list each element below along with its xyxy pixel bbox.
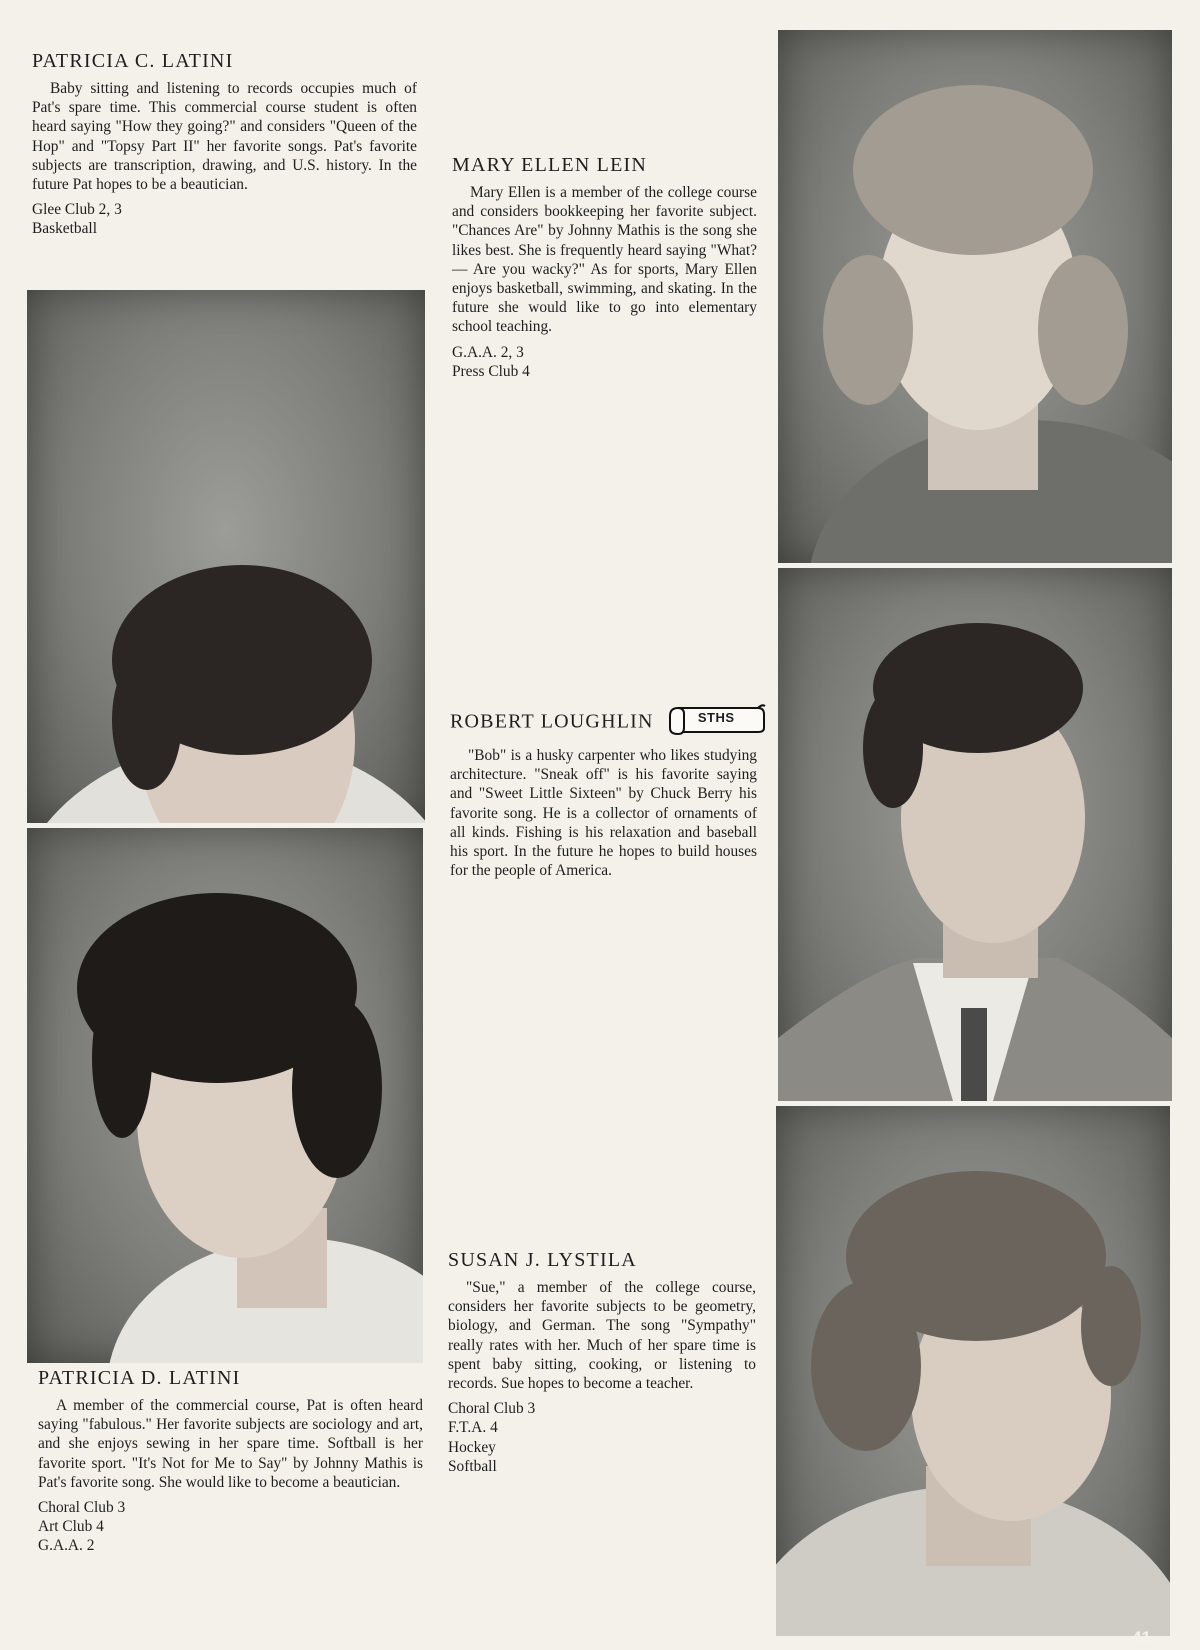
activity-item: Art Club 4 xyxy=(38,1518,104,1536)
activity-item: G.A.A. 2 xyxy=(38,1537,95,1555)
activity-item: F.T.A. 4 xyxy=(448,1419,498,1437)
sths-badge-label: STHS xyxy=(697,710,735,725)
activities-list xyxy=(38,1498,423,1556)
activity-item: Choral Club 3 xyxy=(38,1499,126,1517)
entry-susan-j-lystila xyxy=(448,1249,756,1476)
student-name: MARY ELLEN LEIN xyxy=(452,154,648,176)
portrait-photo-robert-loughlin xyxy=(778,568,1172,1101)
activity-item: Press Club 4 xyxy=(452,362,530,380)
student-bio: Mary Ellen is a member of the college course and considers bookkeeping her favorite subject. "Chances Are" by Johnny Mathis is the song she likes best. She is frequently heard saying "What? — Are you wacky?" As for sports, Mary Ellen enjoys basketball, swimming, and skating. In the future she would like to go into elementary school teaching. xyxy=(452,184,757,336)
student-bio: Baby sitting and listening to records occupies much of Pat's spare time. This commercial course student is often heard saying "How they going?" and considers "Queen of the Hop" and "Topsy Part II" her favorite songs. Pat's favorite subjects are transcription, drawing, and U.S. history. In the future Pat hopes to be a beautician. xyxy=(32,80,417,194)
portrait-photo-susan-j-lystila xyxy=(776,1106,1170,1636)
activities-list xyxy=(32,200,417,238)
entry-patricia-d-latini xyxy=(38,1367,423,1556)
student-name: SUSAN J. LYSTILA xyxy=(448,1249,637,1271)
sths-scroll-badge xyxy=(666,702,766,736)
activity-item: Choral Club 3 xyxy=(448,1400,536,1418)
entry-mary-ellen-lein xyxy=(452,154,757,381)
student-name-text: ROBERT LOUGHLIN xyxy=(450,710,654,733)
student-name xyxy=(450,706,757,740)
activity-item: Softball xyxy=(448,1457,497,1475)
entry-robert-loughlin xyxy=(450,706,757,886)
portrait-photo-mary-ellen-lein xyxy=(778,30,1172,563)
portrait-photo-patricia-d-latini xyxy=(27,828,423,1363)
page-number: 41 xyxy=(1132,1628,1151,1647)
activity-item: Glee Club 2, 3 xyxy=(32,201,122,219)
entry-patricia-c-latini xyxy=(32,50,417,239)
activities-list xyxy=(452,343,757,381)
student-bio: "Bob" is a husky carpenter who likes studying architecture. "Sneak off" is his favorite saying and "Sweet Little Sixteen" by Chuck Berry his favorite song. He is a collector of ornaments of all kinds. Fishing is his relaxation and baseball his sport. In the future he hopes to build houses for the people of America. xyxy=(450,747,757,880)
student-name: PATRICIA C. LATINI xyxy=(32,50,234,72)
portrait-photo-patricia-c-latini xyxy=(27,290,425,823)
activity-item: Basketball xyxy=(32,220,97,238)
student-name: PATRICIA D. LATINI xyxy=(38,1367,241,1389)
activities-list xyxy=(448,1399,756,1476)
activity-item: G.A.A. 2, 3 xyxy=(452,343,524,361)
student-bio: A member of the commercial course, Pat is often heard saying "fabulous." Her favorite subjects are sociology and art, and she enjoys sewing in her spare time. Softball is her favorite sport. "It's Not for Me to Say" by Johnny Mathis is Pat's favorite song. She would like to become a beautician. xyxy=(38,1397,423,1491)
student-bio: "Sue," a member of the college course, considers her favorite subjects to be geometry, biology, and German. The song "Sympathy" really rates with her. Much of her spare time is spent baby sitting, cooking, or listening to records. Sue hopes to become a teacher. xyxy=(448,1279,756,1393)
activity-item: Hockey xyxy=(448,1438,496,1456)
